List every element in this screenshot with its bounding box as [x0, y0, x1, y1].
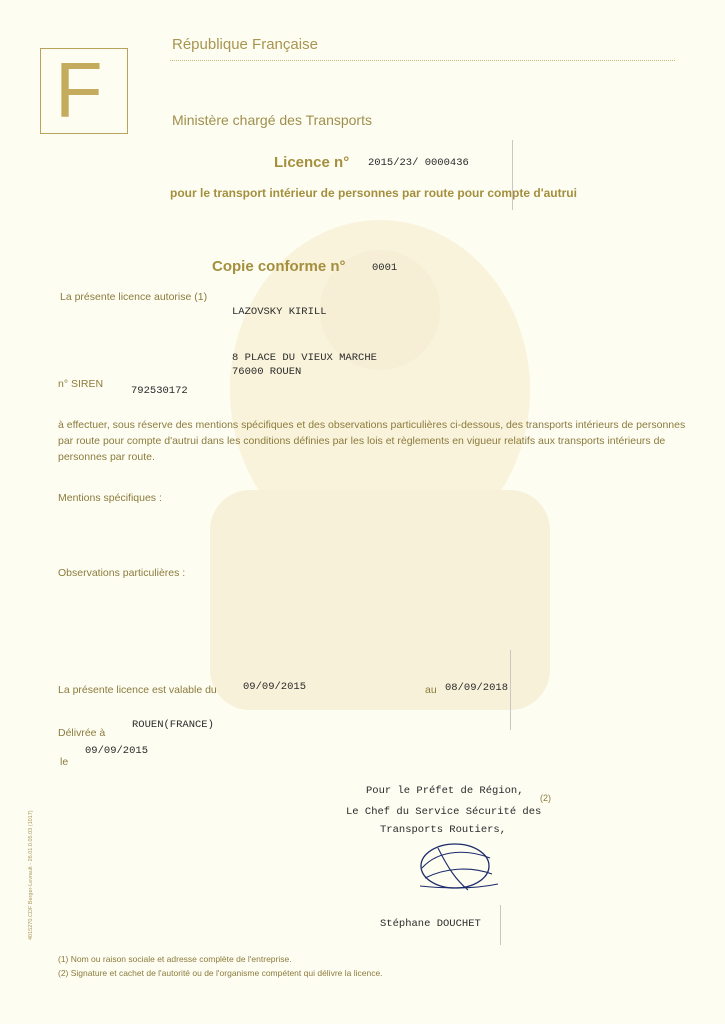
validity-from: 09/09/2015 — [243, 681, 307, 693]
licence-label: Licence n° — [274, 154, 350, 171]
delivery-date-label: le — [60, 756, 69, 768]
licence-description: pour le transport intérieur de personnes par route pour compte d'autrui — [170, 186, 577, 200]
delivery-place: ROUEN(FRANCE) — [132, 719, 214, 731]
signatory-line3: Transports Routiers, — [380, 824, 507, 836]
mentions-label: Mentions spécifiques : — [58, 492, 162, 504]
signatory-line1: Pour le Préfet de Région, — [366, 785, 524, 797]
f-logo-box — [40, 48, 128, 134]
signatory-line2: Le Chef du Service Sécurité des — [346, 806, 542, 818]
signatory-note: (2) — [540, 793, 551, 803]
authorization-text: à effectuer, sous réserve des mentions spécifiques et des observations particulières ci-dessous, des transports intérieurs de personnes par route pour compte d'autrui dans les conditions définies par les lois et règlements en vigueur relatifs aux transports intérieurs de personnes par route. — [58, 419, 686, 463]
holder-intro: La présente licence autorise (1) — [60, 291, 208, 303]
siren-number: 792530172 — [131, 385, 188, 397]
holder-address-line1: 8 PLACE DU VIEUX MARCHE — [232, 352, 377, 364]
f-logo-letter: F — [55, 46, 103, 134]
delivery-date: 09/09/2015 — [85, 745, 149, 757]
validity-label: La présente licence est valable du — [58, 684, 217, 696]
observations-label: Observations particulières : — [58, 567, 186, 579]
copy-number: 0001 — [372, 262, 398, 274]
handwritten-signature — [410, 838, 500, 898]
delivery-place-label: Délivrée à — [58, 727, 106, 739]
footnote-2: (2) Signature et cachet de l'autorité ou de l'organisme compétent qui délivre la licence. — [58, 968, 383, 978]
header-rule — [170, 60, 675, 61]
siren-label: n° SIREN — [58, 378, 104, 390]
validity-to-label: au — [425, 684, 437, 696]
licence-number: 2015/23/ 0000436 — [368, 157, 469, 169]
scan-line — [500, 905, 501, 945]
country-title: République Française — [172, 36, 318, 53]
scan-line — [510, 650, 511, 730]
scan-line — [512, 140, 513, 210]
signatory-name: Stéphane DOUCHET — [380, 918, 481, 930]
holder-address-line2: 76000 ROUEN — [232, 366, 302, 378]
holder-name: LAZOVSKY KIRILL — [232, 306, 327, 318]
side-print-code: 4015270.CDF Berger-Levrault - 26.01.0.05.03 (1017) — [28, 810, 34, 940]
validity-to: 08/09/2018 — [445, 682, 509, 694]
ministry-title: Ministère chargé des Transports — [172, 112, 372, 128]
copy-label: Copie conforme n° — [212, 258, 346, 275]
footnote-1: (1) Nom ou raison sociale et adresse complète de l'entreprise. — [58, 954, 292, 964]
